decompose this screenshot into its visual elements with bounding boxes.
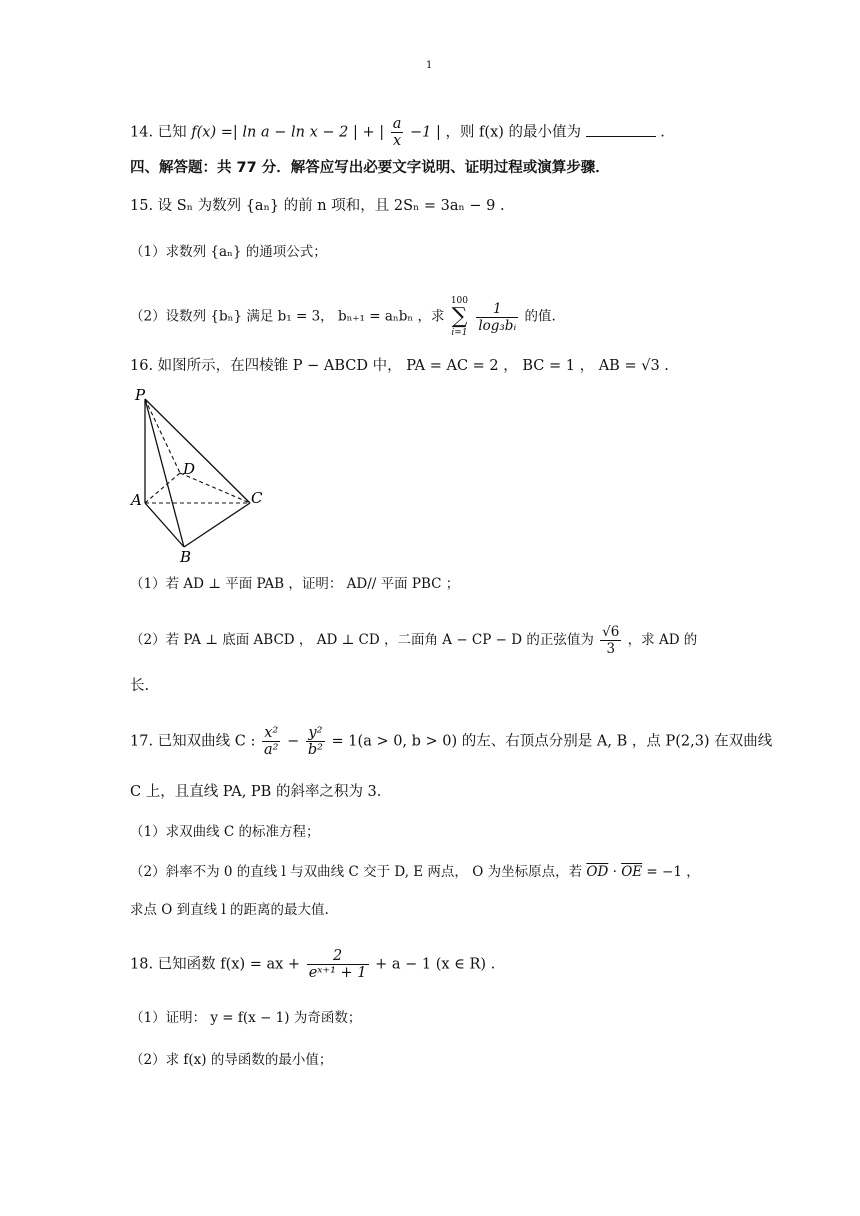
question-17-part-2	[130, 862, 700, 882]
question-15-stem: 15. 设 Sₙ 为数列 {aₙ} 的前 n 项和，且 2Sₙ = 3aₙ − 9 .	[130, 198, 505, 214]
q14-suffix: ，则 f(x) 的最小值为	[445, 124, 582, 141]
q17-frac-x	[262, 725, 280, 758]
question-15-part-1: （1）求数列 {aₙ} 的通项公式；	[130, 244, 327, 260]
q17-stem-a: 17. 已知双曲线 C :	[130, 733, 256, 750]
section-heading: 四、解答题：共 77 分．解答应写出必要文字说明、证明过程或演算步骤．	[130, 160, 610, 176]
label-B: B	[180, 548, 192, 566]
q14-end: .	[660, 124, 665, 141]
q14-number: 14.	[130, 124, 154, 141]
q17-f1-den: a²	[263, 742, 279, 758]
q15-part2-text: （2）设数列 {bₙ} 满足 b₁ = 3， bₙ₊₁ = aₙbₙ ，求	[130, 308, 445, 325]
question-18-part-2: （2）求 f(x) 的导函数的最小值；	[130, 1052, 333, 1068]
question-16-part-2	[130, 624, 697, 657]
q15-sum-frac-den: log₃bᵢ	[478, 317, 517, 334]
q16-part2-text: （2）若 PA ⊥ 底面 ABCD ， AD ⊥ CD ，二面角 A − CP − D 的正弦值为	[130, 632, 594, 648]
question-18-part-1: （1）证明： y = f(x − 1) 为奇函数；	[130, 1010, 362, 1026]
q18-frac-den: eˣ⁺¹ + 1	[308, 965, 367, 981]
pyramid-figure	[128, 382, 268, 567]
q17-frac-y	[306, 725, 325, 758]
q18-stem-b: + a − 1 (x ∈ R) .	[375, 956, 496, 973]
q17-f2-den: b²	[307, 742, 323, 758]
q16-sine-fraction	[600, 624, 621, 657]
q16-part2-tail: ，求 AD 的	[627, 632, 698, 648]
label-P: P	[135, 386, 146, 404]
question-17-stem-cont: C 上，且直线 PA, PB 的斜率之积为 3.	[130, 784, 382, 800]
edge-PD	[145, 399, 180, 473]
sum-upper-limit: 100	[450, 296, 469, 306]
vector-OE: $\overline{OE}$	[621, 864, 643, 880]
label-A: A	[131, 491, 142, 509]
q15-part2-tail: 的值.	[524, 308, 556, 325]
edge-BC	[184, 503, 250, 547]
question-18-stem	[130, 948, 495, 981]
q14-formula-lhs: f(x) =| ln a − ln x − 2 | + |	[191, 124, 385, 141]
q17-stem-b: = 1(a > 0, b > 0) 的左、右顶点分别是 A, B ，点 P(2,3) 在双曲线	[331, 733, 773, 750]
q14-prefix: 已知	[157, 124, 187, 141]
q14-frac-num: a	[392, 116, 402, 132]
question-16-part-1: （1）若 AD ⊥ 平面 PAB ，证明： AD// 平面 PBC ；	[130, 576, 460, 592]
q18-frac-num: 2	[307, 948, 369, 965]
q14-formula-tail: −1 |	[409, 124, 441, 141]
label-D: D	[183, 460, 196, 478]
q15-sum-fraction	[476, 301, 518, 334]
question-15-part-2	[130, 296, 556, 338]
summation	[451, 296, 468, 338]
q16-frac-den: 3	[606, 641, 616, 657]
q18-fraction	[307, 948, 369, 981]
q17-part2-text: （2）斜率不为 0 的直线 l 与双曲线 C 交于 D, E 两点， O 为坐标原点，若	[130, 864, 583, 880]
question-16-stem: 16. 如图所示，在四棱锥 P − ABCD 中， PA = AC = 2 ， BC = 1 ， AB = √3 .	[130, 358, 669, 374]
q17-f1-num: x²	[262, 725, 280, 742]
q14-frac-den: x	[392, 133, 402, 149]
question-14	[130, 116, 665, 149]
page-number: 1	[426, 60, 433, 71]
sigma-symbol: ∑	[451, 304, 468, 329]
sum-lower-limit: i=1	[451, 328, 468, 338]
answer-blank[interactable]	[586, 122, 656, 137]
question-17-part-2-cont: 求点 O 到直线 l 的距离的最大值.	[130, 902, 329, 918]
edge-AD	[145, 473, 180, 503]
q14-fraction	[391, 116, 404, 149]
q17-f2-num: y²	[306, 725, 325, 742]
q15-sum-frac-num: 1	[476, 301, 518, 318]
q17-part2-eq: = −1 ，	[646, 864, 700, 880]
label-C: C	[251, 489, 263, 507]
q17-minus: −	[287, 733, 300, 750]
question-16-part-2-cont: 长.	[130, 678, 150, 694]
question-17-part-1: （1）求双曲线 C 的标准方程；	[130, 824, 320, 840]
q18-stem-a: 18. 已知函数 f(x) = ax +	[130, 956, 301, 973]
q16-frac-num: √6	[602, 624, 620, 640]
edge-PC	[145, 399, 250, 503]
vector-OD: $\overline{OD}$	[586, 864, 609, 880]
dot-operator: ·	[612, 864, 617, 880]
question-17-stem	[130, 725, 772, 758]
